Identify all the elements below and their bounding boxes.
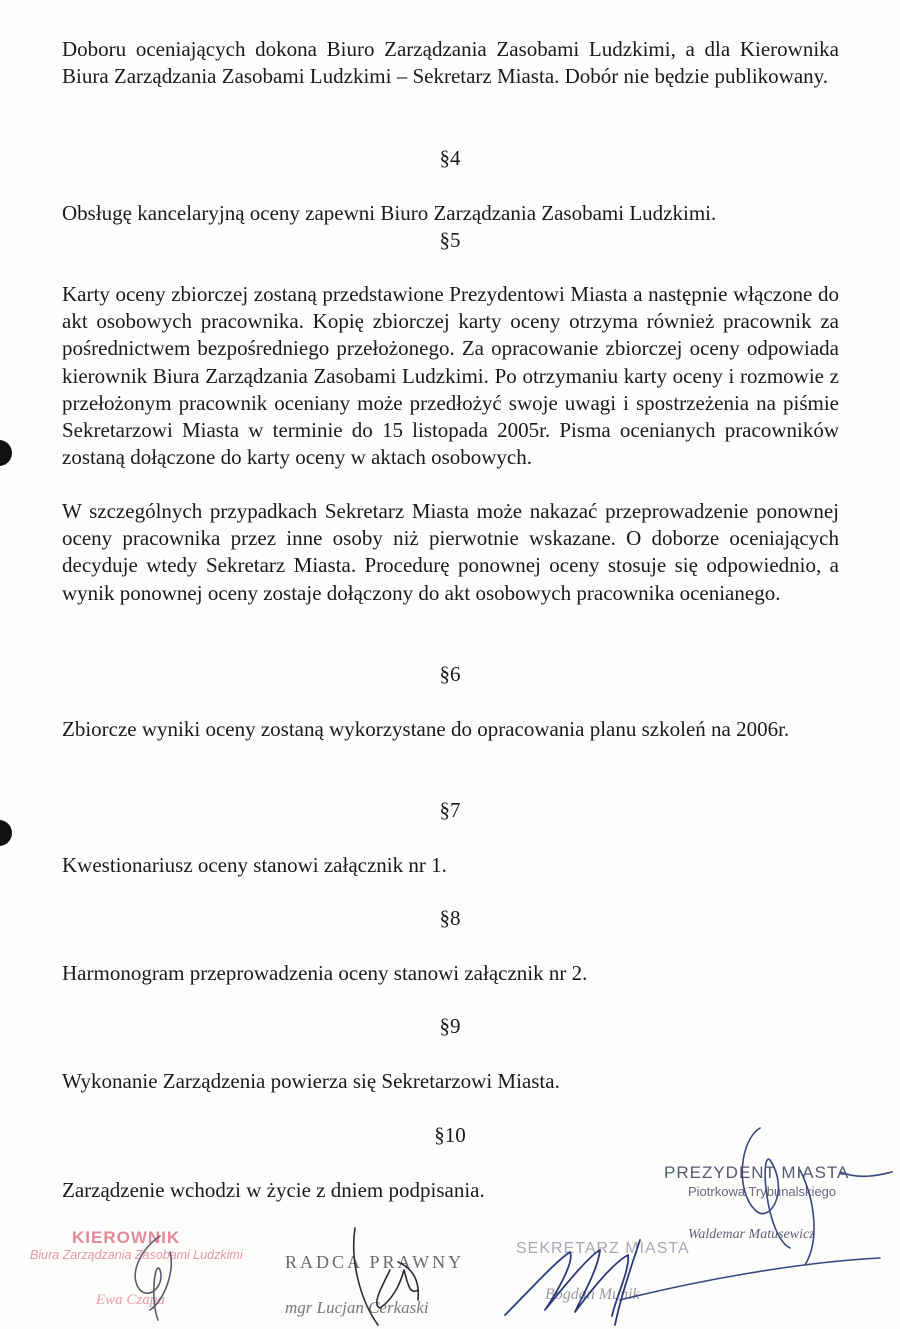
paragraph-7: Kwestionariusz oceny stanowi załącznik nr 1. bbox=[62, 853, 447, 877]
stamp-prezydent-title: PREZYDENT MIASTA bbox=[664, 1163, 850, 1182]
paragraph-6: Zbiorcze wyniki oceny zostaną wykorzystane do opracowania planu szkoleń na 2006r. bbox=[62, 717, 790, 741]
section-9-heading: §9 bbox=[439, 1014, 461, 1038]
paragraph-5b: W szczególnych przypadkach Sekretarz Miasta może nakazać przeprowadzenie ponownej oceny pracownika przez inne osoby niż pierwotnie wskazane. O doborze oceniających decyduje wtedy Sekretarz Miasta. Procedurę ponownej oceny stosuje się odpowiednio, a wynik ponownej oceny zostaje dołączony do akt osobowych pracownika ocenianego. bbox=[62, 499, 839, 605]
section-4-heading: §4 bbox=[439, 146, 461, 170]
stamp-radca-name: mgr Lucjan Cerkaski bbox=[285, 1298, 429, 1317]
paragraph-intro: Doboru oceniających dokona Biuro Zarządzania Zasobami Ludzkimi, a dla Kierownika Biura Zarządzania Zasobami Ludzkimi – Sekretarz Miasta. Dobór nie będzie publikowany. bbox=[62, 37, 839, 89]
punch-hole-upper bbox=[0, 440, 12, 466]
section-7-heading: §7 bbox=[439, 798, 461, 822]
stamp-kierownik-title: KIEROWNIK bbox=[72, 1228, 181, 1247]
section-5-heading: §5 bbox=[439, 228, 461, 252]
paragraph-10: Zarządzenie wchodzi w życie z dniem podpisania. bbox=[62, 1178, 485, 1202]
stamp-sekretarz-name: Bogdan Munik bbox=[545, 1286, 640, 1303]
stamp-kierownik-name: Ewa Czapa bbox=[96, 1292, 165, 1308]
stamp-prezydent-subtitle: Piotrkowa Trybunalskiego bbox=[688, 1184, 837, 1199]
paragraph-9: Wykonanie Zarządzenia powierza się Sekretarzowi Miasta. bbox=[62, 1069, 560, 1093]
paragraph-4: Obsługę kancelaryjną oceny zapewni Biuro Zarządzania Zasobami Ludzkimi. bbox=[62, 201, 717, 225]
paragraph-5a: Karty oceny zbiorczej zostaną przedstawione Prezydentowi Miasta a następnie włączone do akt osobowych pracownika. Kopię zbiorczej karty oceny otrzyma również pracownik za pośrednictwem bezpośredniego przełożonego. Za opracowanie zbiorczej oceny odpowiada kierownik Biura Zarządzania Zasobami Ludzkimi. Po otrzymaniu karty oceny i rozmowie z przełożonym pracownik oceniany może przedłożyć swoje uwagi i spostrzeżenia na piśmie Sekretarzowi Miasta w terminie do 15 listopada 2005r. Pisma ocenianych pracowników zostaną dołączone do karty oceny w aktach osobowych. bbox=[62, 282, 839, 470]
section-6-heading: §6 bbox=[439, 662, 461, 686]
stamp-prezydent-name: Waldemar Matusewicz bbox=[688, 1227, 815, 1242]
stamp-kierownik-subtitle: Biura Zarządzania Zasobami Ludzkimi bbox=[30, 1248, 243, 1262]
punch-hole-lower bbox=[0, 820, 12, 846]
signature-prezydent bbox=[620, 1128, 892, 1300]
section-10-heading: §10 bbox=[434, 1123, 466, 1147]
stamp-sekretarz-title: SEKRETARZ MIASTA bbox=[516, 1240, 690, 1257]
paragraph-8: Harmonogram przeprowadzenia oceny stanowi załącznik nr 2. bbox=[62, 961, 588, 985]
stamp-radca-title: RADCA PRAWNY bbox=[285, 1252, 465, 1272]
section-8-heading: §8 bbox=[439, 906, 461, 930]
